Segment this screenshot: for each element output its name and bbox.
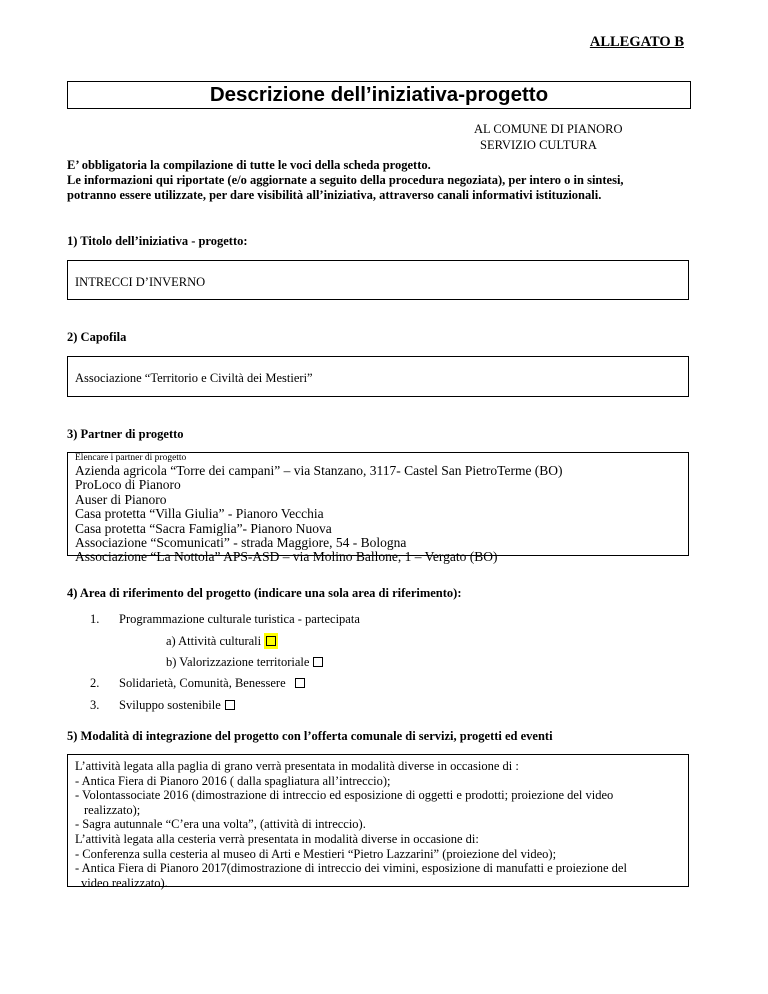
sviluppo-checkbox[interactable]: [225, 700, 235, 710]
area-item-2-label: Solidarietà, Comunità, Benessere: [119, 676, 286, 690]
checkbox-highlight: [264, 633, 278, 649]
intro-notice: [67, 158, 697, 203]
integration-line: - Antica Fiera di Pianoro 2016 ( dalla spagliatura all’intreccio);: [75, 773, 391, 788]
section-1-heading: 1) Titolo dell’iniziativa - progetto:: [67, 234, 248, 248]
area-item-2-num: 2.: [90, 676, 100, 690]
capofila-field-value: Associazione “Territorio e Civiltà dei Mestieri”: [75, 371, 313, 385]
area-sub-a[interactable]: [166, 634, 278, 649]
allegato-label: ALLEGATO B: [589, 34, 684, 50]
area-item-1-num: 1.: [90, 612, 100, 626]
area-item-1: [90, 612, 360, 627]
integration-line: L’attività legata alla paglia di grano verrà presentata in modalità diverse in occasione di :: [75, 759, 519, 773]
intro-line-1: E’ obbligatoria la compilazione di tutte le voci della scheda progetto.: [67, 158, 431, 172]
area-sub-a-label: a) Attività culturali: [166, 634, 262, 648]
document-title: Descrizione dell’iniziativa-progetto: [67, 81, 691, 109]
title-field-value: INTRECCI D’INVERNO: [75, 275, 206, 289]
attivita-culturali-checkbox[interactable]: [266, 636, 276, 646]
capofila-field[interactable]: [67, 356, 689, 397]
section-2-heading: 2) Capofila: [67, 330, 127, 344]
area-item-2[interactable]: [90, 676, 305, 691]
integration-line: video realizzato).: [81, 875, 168, 890]
title-field[interactable]: [67, 260, 689, 300]
addressee: [474, 121, 623, 153]
intro-line-3: potranno essere utilizzate, per dare visibilità all’iniziativa, attraverso canali informativi istituzionali.: [67, 188, 602, 202]
partners-field[interactable]: [67, 452, 689, 565]
area-item-3[interactable]: [90, 698, 235, 713]
addressee-line-2: SERVIZIO CULTURA: [480, 138, 597, 152]
intro-line-2: Le informazioni qui riportate (e/o aggiornate a seguito della procedura negoziata), per intero o in sintesi,: [67, 173, 624, 187]
integration-line: - Sagra autunnale “C’era una volta”, (attività di intreccio).: [75, 817, 366, 832]
integration-line: realizzato);: [84, 802, 141, 817]
partner-item: Associazione “La Nottola” APS-ASD – via Molino Ballone, 1 – Vergato (BO): [75, 549, 498, 565]
valorizzazione-checkbox[interactable]: [313, 657, 323, 667]
integration-line: - Volontassociate 2016 (dimostrazione di intreccio ed esposizione di oggetti e prodotti; proiezione del video: [75, 788, 614, 803]
partner-item: Associazione “Scomunicati” - strada Maggiore, 54 - Bologna: [75, 535, 407, 551]
area-item-3-num: 3.: [90, 698, 100, 712]
solidarieta-checkbox[interactable]: [295, 678, 305, 688]
integration-line: - Conferenza sulla cesteria al museo di Arti e Mestieri “Pietro Lazzarini” (proiezione del video);: [75, 846, 557, 861]
section-5-heading: 5) Modalità di integrazione del progetto con l’offerta comunale di servizi, progetti ed eventi: [67, 729, 553, 743]
integration-line: - Antica Fiera di Pianoro 2017(dimostrazione di intreccio dei vimini, esposizione di manufatti e proiezione del: [75, 861, 627, 876]
partners-hint: Elencare i partner di progetto: [75, 453, 187, 463]
integration-line: L’attività legata alla cesteria verrà presentata in modalità diverse in occasione di:: [75, 831, 479, 846]
integration-field[interactable]: [67, 754, 689, 890]
section-4-heading: 4) Area di riferimento del progetto (indicare una sola area di riferimento):: [67, 586, 462, 600]
section-3-heading: 3) Partner di progetto: [67, 427, 184, 441]
area-item-1-label: Programmazione culturale turistica - partecipata: [119, 612, 360, 626]
area-item-3-label: Sviluppo sostenibile: [119, 698, 221, 712]
partner-item: ProLoco di Pianoro: [75, 477, 181, 493]
partner-item: Azienda agricola “Torre dei campani” – via Stanzano, 3117- Castel San PietroTerme (BO): [75, 463, 563, 478]
area-sub-b[interactable]: [166, 655, 323, 670]
area-sub-b-label: b) Valorizzazione territoriale: [166, 655, 310, 669]
partner-item: Auser di Pianoro: [75, 491, 167, 507]
partner-item: Casa protetta “Sacra Famiglia”- Pianoro Nuova: [75, 520, 332, 536]
addressee-line-1: AL COMUNE DI PIANORO: [474, 122, 623, 136]
partner-item: Casa protetta “Villa Giulia” - Pianoro Vecchia: [75, 506, 324, 522]
